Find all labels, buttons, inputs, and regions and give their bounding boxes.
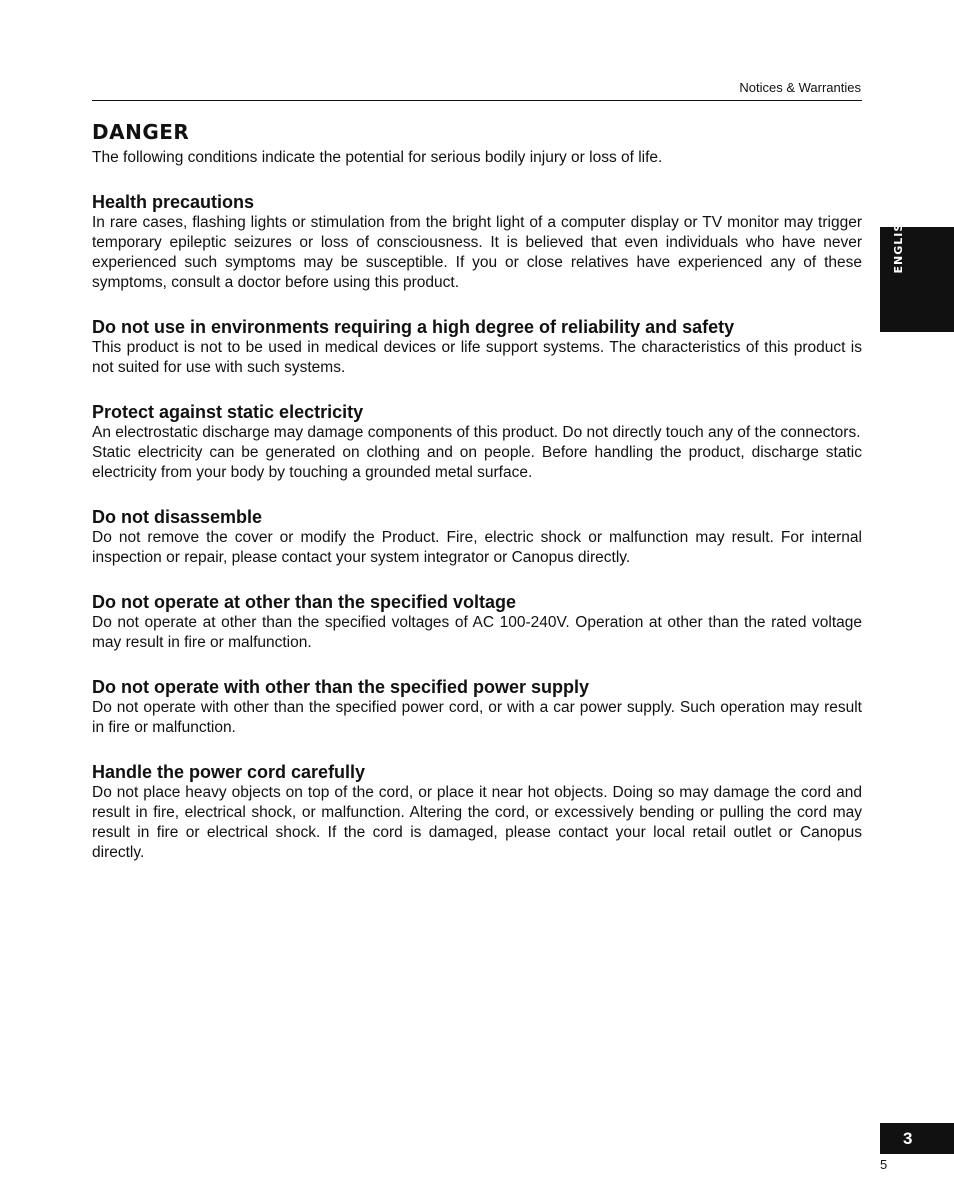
main-content — [92, 118, 862, 863]
header-rule — [92, 100, 862, 101]
section-static-electricity — [92, 401, 862, 483]
section-heading: Do not operate with other than the specified power supply — [92, 677, 590, 697]
section-heading: Do not use in environments requiring a high degree of reliability and safety — [92, 317, 735, 337]
section-health-precautions — [92, 191, 862, 293]
pdf-page-number: 5 — [880, 1157, 888, 1172]
language-tab — [880, 212, 954, 332]
section-heading: Protect against static electricity — [92, 402, 364, 422]
section-paragraph: This product is not to be used in medical devices or life support systems. The characteristics of this product is not suited for use with such systems. — [92, 339, 862, 376]
page-number-tab: 3 — [880, 1123, 954, 1154]
section-heading: Health precautions — [92, 192, 255, 212]
section-paragraph: Do not remove the cover or modify the Product. Fire, electric shock or malfunction may result. For internal inspection or repair, please contact your system integrator or Canopus directly. — [92, 529, 862, 566]
page-title: DANGER — [92, 120, 190, 144]
section-paragraph: Static electricity can be generated on clothing and on people. Before handling the product, discharge static electricity from your body by touching a grounded metal surface. — [92, 444, 862, 481]
section-paragraph: An electrostatic discharge may damage components of this product. Do not directly touch any of the connectors. — [92, 424, 861, 441]
intro-text: The following conditions indicate the potential for serious bodily injury or loss of life. — [92, 149, 663, 166]
section-reliability-safety — [92, 316, 862, 378]
section-paragraph: Do not operate with other than the specified power cord, or with a car power supply. Such operation may result in fire or malfunction. — [92, 699, 862, 736]
language-tab-label: ENGLISH — [892, 212, 905, 274]
section-power-cord — [92, 761, 862, 863]
section-heading: Handle the power cord carefully — [92, 762, 366, 782]
running-head: Notices & Warranties — [739, 80, 861, 95]
section-do-not-disassemble — [92, 506, 862, 568]
section-paragraph: In rare cases, flashing lights or stimulation from the bright light of a computer display or TV monitor may trigger temporary epileptic seizures or loss of consciousness. It is believed that even individuals who have never experienced such symptoms may be susceptible. If you or close relatives have experienced any of these symptoms, consult a doctor before using this product. — [92, 214, 862, 291]
section-paragraph: Do not operate at other than the specified voltages of AC 100-240V. Operation at other than the rated voltage may result in fire or malfunction. — [92, 614, 862, 651]
section-heading: Do not operate at other than the specified voltage — [92, 592, 517, 612]
section-paragraph: Do not place heavy objects on top of the cord, or place it near hot objects. Doing so may damage the cord and result in fire, electrical shock, or malfunction. Altering the cord, or excessively bending or pulling the cord may result in fire or electrical shock. If the cord is damaged, please contact your local retail outlet or Canopus directly. — [92, 784, 862, 861]
section-specified-voltage — [92, 591, 862, 653]
section-heading: Do not disassemble — [92, 507, 263, 527]
section-power-supply — [92, 676, 862, 738]
